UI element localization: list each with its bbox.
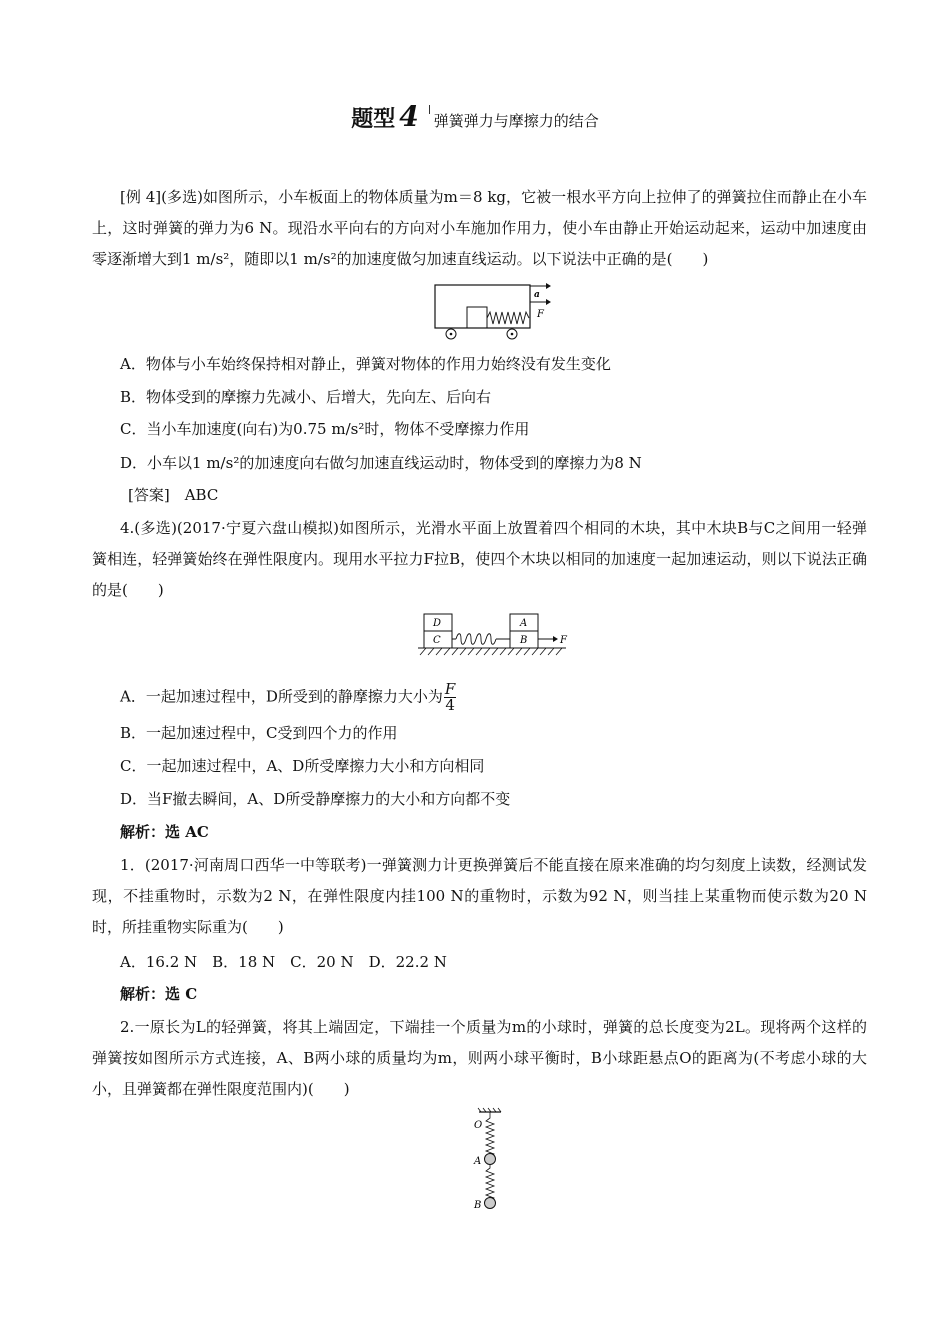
q1-analysis: 解析：选 C [120, 985, 198, 1003]
label-F: F [560, 635, 567, 646]
q4-option-d: D．当F撤去瞬间，A、D所受静摩擦力的大小和方向都不变 [120, 790, 511, 808]
label-B: B [474, 1200, 482, 1211]
label-D: D [433, 618, 442, 629]
label-B: B [520, 635, 528, 646]
q1-text: 1．(2017·河南周口西华一中等联考)一弹簧测力计更换弹簧后不能直接在原来准确的均匀刻度上读数，经测试发现，不挂重物时，示数为2 N，在弹性限度内挂100 N的重物时，示数为92 N，则当挂上某重物而使示数为20 N时，所挂重物实际重为( ) [92, 856, 867, 936]
section-title [0, 100, 950, 133]
q2-text: 2.一原长为L的轻弹簧，将其上端固定，下端挂一个质量为m的小球时，弹簧的总长度变为2L。现将两个这样的弹簧按如图所示方式连接，A、B两小球的质量均为m，则两小球平衡时，B小球距悬点O的距离为(不考虑小球的大小，且弹簧都在弹性限度范围内)( ) [92, 1018, 867, 1098]
example4-option-d: D．小车以1 m/s²的加速度向右做匀加速直线运动时，物体受到的摩擦力为8 N [120, 454, 642, 472]
q4-option-a-text: A．一起加速过程中，D所受到的静摩擦力大小为 [120, 687, 443, 706]
blocks-spring-figure [416, 610, 576, 664]
q4-option-a [120, 682, 456, 713]
spring [487, 312, 529, 324]
q4-text: 4.(多选)(2017·宁夏六盘山模拟)如图所示，光滑水平面上放置着四个相同的木块，其中木块B与C之间用一轻弹簧相连，轻弹簧始终在弹性限度内。现用水平拉力F拉B，使四个木块以相同的加速度一起加速运动，则以下说法正确的是( ) [92, 519, 867, 599]
fraction-numerator: F [444, 680, 456, 698]
section-title-sub: 弹簧弹力与摩擦力的结合 [433, 112, 599, 130]
label-C: C [433, 635, 441, 646]
example4-option-b: B．物体受到的摩擦力先减小、后增大，先向左、后向右 [120, 388, 492, 406]
cart-spring-figure [420, 278, 560, 344]
upper-spring [486, 1112, 494, 1159]
label-a: a [534, 290, 540, 300]
label-O: O [474, 1120, 483, 1131]
q4-option-c: C．一起加速过程中，A、D所受摩擦力大小和方向相同 [120, 757, 485, 775]
title-separator [429, 105, 430, 114]
q4-option-b: B．一起加速过程中，C受到四个力的作用 [120, 724, 398, 742]
label-A: A [520, 618, 528, 629]
fraction-denominator: 4 [445, 696, 455, 714]
example4-text: [例 4](多选)如图所示，小车板面上的物体质量为m＝8 kg，它被一根水平方向上拉伸了的弹簧拉住而静止在小车上，这时弹簧的弹力为6 N。现沿水平向右的方向对小车施加作用力，使小车由静止开始运动起来，运动中加速度由零逐渐增大到1 m/s²，随即以1 m/s²的加速度做匀加速直线运动。以下说法中正确的是( ) [92, 188, 867, 268]
section-title-number: 4 [399, 100, 419, 133]
hanging-springs-figure [465, 1106, 515, 1214]
example4-option-a: A．物体与小车始终保持相对静止，弹簧对物体的作用力始终没有发生变化 [120, 355, 611, 373]
ball-B [485, 1198, 496, 1209]
q4-analysis: 解析：选 AC [120, 823, 209, 841]
spring [452, 634, 510, 645]
ball-A [485, 1154, 496, 1165]
ground-hatching [420, 648, 562, 655]
label-F: F [537, 309, 544, 320]
label-A: A [474, 1156, 482, 1167]
section-title-main: 题型 [351, 106, 396, 132]
block [467, 307, 487, 328]
example4-answer: [答案] ABC [128, 486, 219, 504]
example4-option-c: C．当小车加速度(向右)为0.75 m/s²时，物体不受摩擦力作用 [120, 420, 530, 438]
fraction [444, 682, 456, 713]
q1-options: A．16.2 N B．18 N C．20 N D．22.2 N [120, 953, 447, 971]
